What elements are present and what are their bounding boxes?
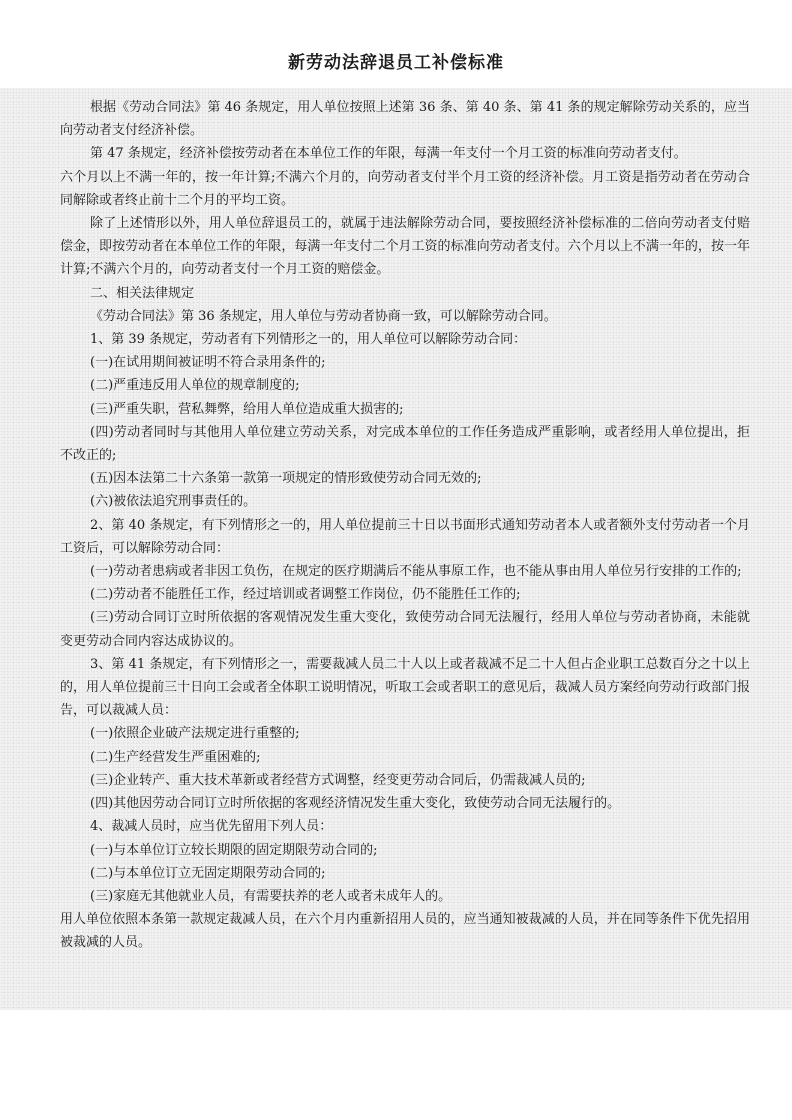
paragraph: (一)依照企业破产法规定进行重整的; bbox=[90, 726, 300, 742]
paragraph: 4、裁减人员时，应当优先留用下列人员： bbox=[90, 819, 333, 835]
paragraph: 六个月以上不满一年的，按一年计算;不满六个月的，向劳动者支付半个月工资的经济补偿。月工资是指劳动者在劳动合同解除或者终止前十二个月的平均工资。 bbox=[60, 169, 750, 208]
document-body bbox=[60, 96, 750, 955]
paragraph: (一)在试用期间被证明不符合录用条件的; bbox=[90, 355, 326, 371]
paragraph: (二)生产经营发生严重困难的; bbox=[90, 749, 261, 765]
paragraph: (三)企业转产、重大技术革新或者经营方式调整，经变更劳动合同后，仍需裁减人员的; bbox=[90, 772, 586, 788]
paragraph: 2、第 40 条规定，有下列情形之一的，用人单位提前三十日以书面形式通知劳动者本人或者额外支付劳动者一个月工资后，可以解除劳动合同： bbox=[60, 517, 750, 556]
paragraph: (一)劳动者患病或者非因工负伤，在规定的医疗期满后不能从事原工作，也不能从事由用人单位另行安排的工作的; bbox=[90, 564, 742, 580]
paragraph: (三)家庭无其他就业人员，有需要扶养的老人或者未成年人的。 bbox=[90, 888, 452, 904]
paragraph: 用人单位依照本条第一款规定裁减人员，在六个月内重新招用人员的，应当通知被裁减的人员，并在同等条件下优先招用被裁减的人员。 bbox=[60, 912, 750, 951]
paragraph: 《劳动合同法》第 36 条规定，用人单位与劳动者协商一致，可以解除劳动合同。 bbox=[90, 308, 557, 324]
paragraph: (四)其他因劳动合同订立时所依据的客观经济情况发生重大变化，致使劳动合同无法履行的。 bbox=[90, 796, 621, 812]
paragraph: 第 47 条规定，经济补偿按劳动者在本单位工作的年限，每满一年支付一个月工资的标准向劳动者支付。 bbox=[90, 146, 687, 162]
paragraph: (四)劳动者同时与其他用人单位建立劳动关系，对完成本单位的工作任务造成严重影响，或者经用人单位提出，拒不改正的; bbox=[60, 424, 750, 464]
paragraph: (三)劳动合同订立时所依据的客观情况发生重大变化，致使劳动合同无法履行，经用人单位与劳动者协商，未能就变更劳动合同内容达成协议的。 bbox=[60, 610, 750, 649]
paragraph: 根据《劳动合同法》第 46 条规定，用人单位按照上述第 36 条、第 40 条、第 41 条的规定解除劳动关系的，应当向劳动者支付经济补偿。 bbox=[60, 100, 750, 139]
paragraph: 二、相关法律规定 bbox=[90, 285, 195, 301]
paragraph: 1、第 39 条规定，劳动者有下列情形之一的，用人单位可以解除劳动合同： bbox=[90, 332, 527, 348]
paragraph: (二)严重违反用人单位的规章制度的; bbox=[90, 378, 300, 394]
paragraph: (三)严重失职，营私舞弊，给用人单位造成重大损害的; bbox=[90, 401, 404, 417]
paragraph: 除了上述情形以外，用人单位辞退员工的，就属于违法解除劳动合同，要按照经济补偿标准的二倍向劳动者支付赔偿金，即按劳动者在本单位工作的年限，每满一年支付二个月工资的标准向劳动者支付。六个月以上不满一年的，按一年计算;不满六个月的，向劳动者支付一个月工资的赔偿金。 bbox=[60, 216, 750, 278]
paragraph: (五)因本法第二十六条第一款第一项规定的情形致使劳动合同无效的; bbox=[90, 471, 482, 487]
paragraph: (二)与本单位订立无固定期限劳动合同的; bbox=[90, 865, 326, 881]
paragraph: (二)劳动者不能胜任工作，经过培训或者调整工作岗位，仍不能胜任工作的; bbox=[90, 587, 521, 603]
paragraph: 3、第 41 条规定，有下列情形之一，需要裁减人员二十人以上或者裁减不足二十人但占企业职工总数百分之十以上的，用人单位提前三十日向工会或者全体职工说明情况，听取工会或者职工的意见后，裁减人员方案经向劳动行政部门报告，可以裁减人员： bbox=[60, 656, 750, 719]
document-title: 新劳动法辞退员工补偿标准 bbox=[288, 53, 504, 73]
paragraph: (一)与本单位订立较长期限的固定期限劳动合同的; bbox=[90, 842, 378, 858]
paragraph: (六)被依法追究刑事责任的。 bbox=[90, 494, 257, 510]
